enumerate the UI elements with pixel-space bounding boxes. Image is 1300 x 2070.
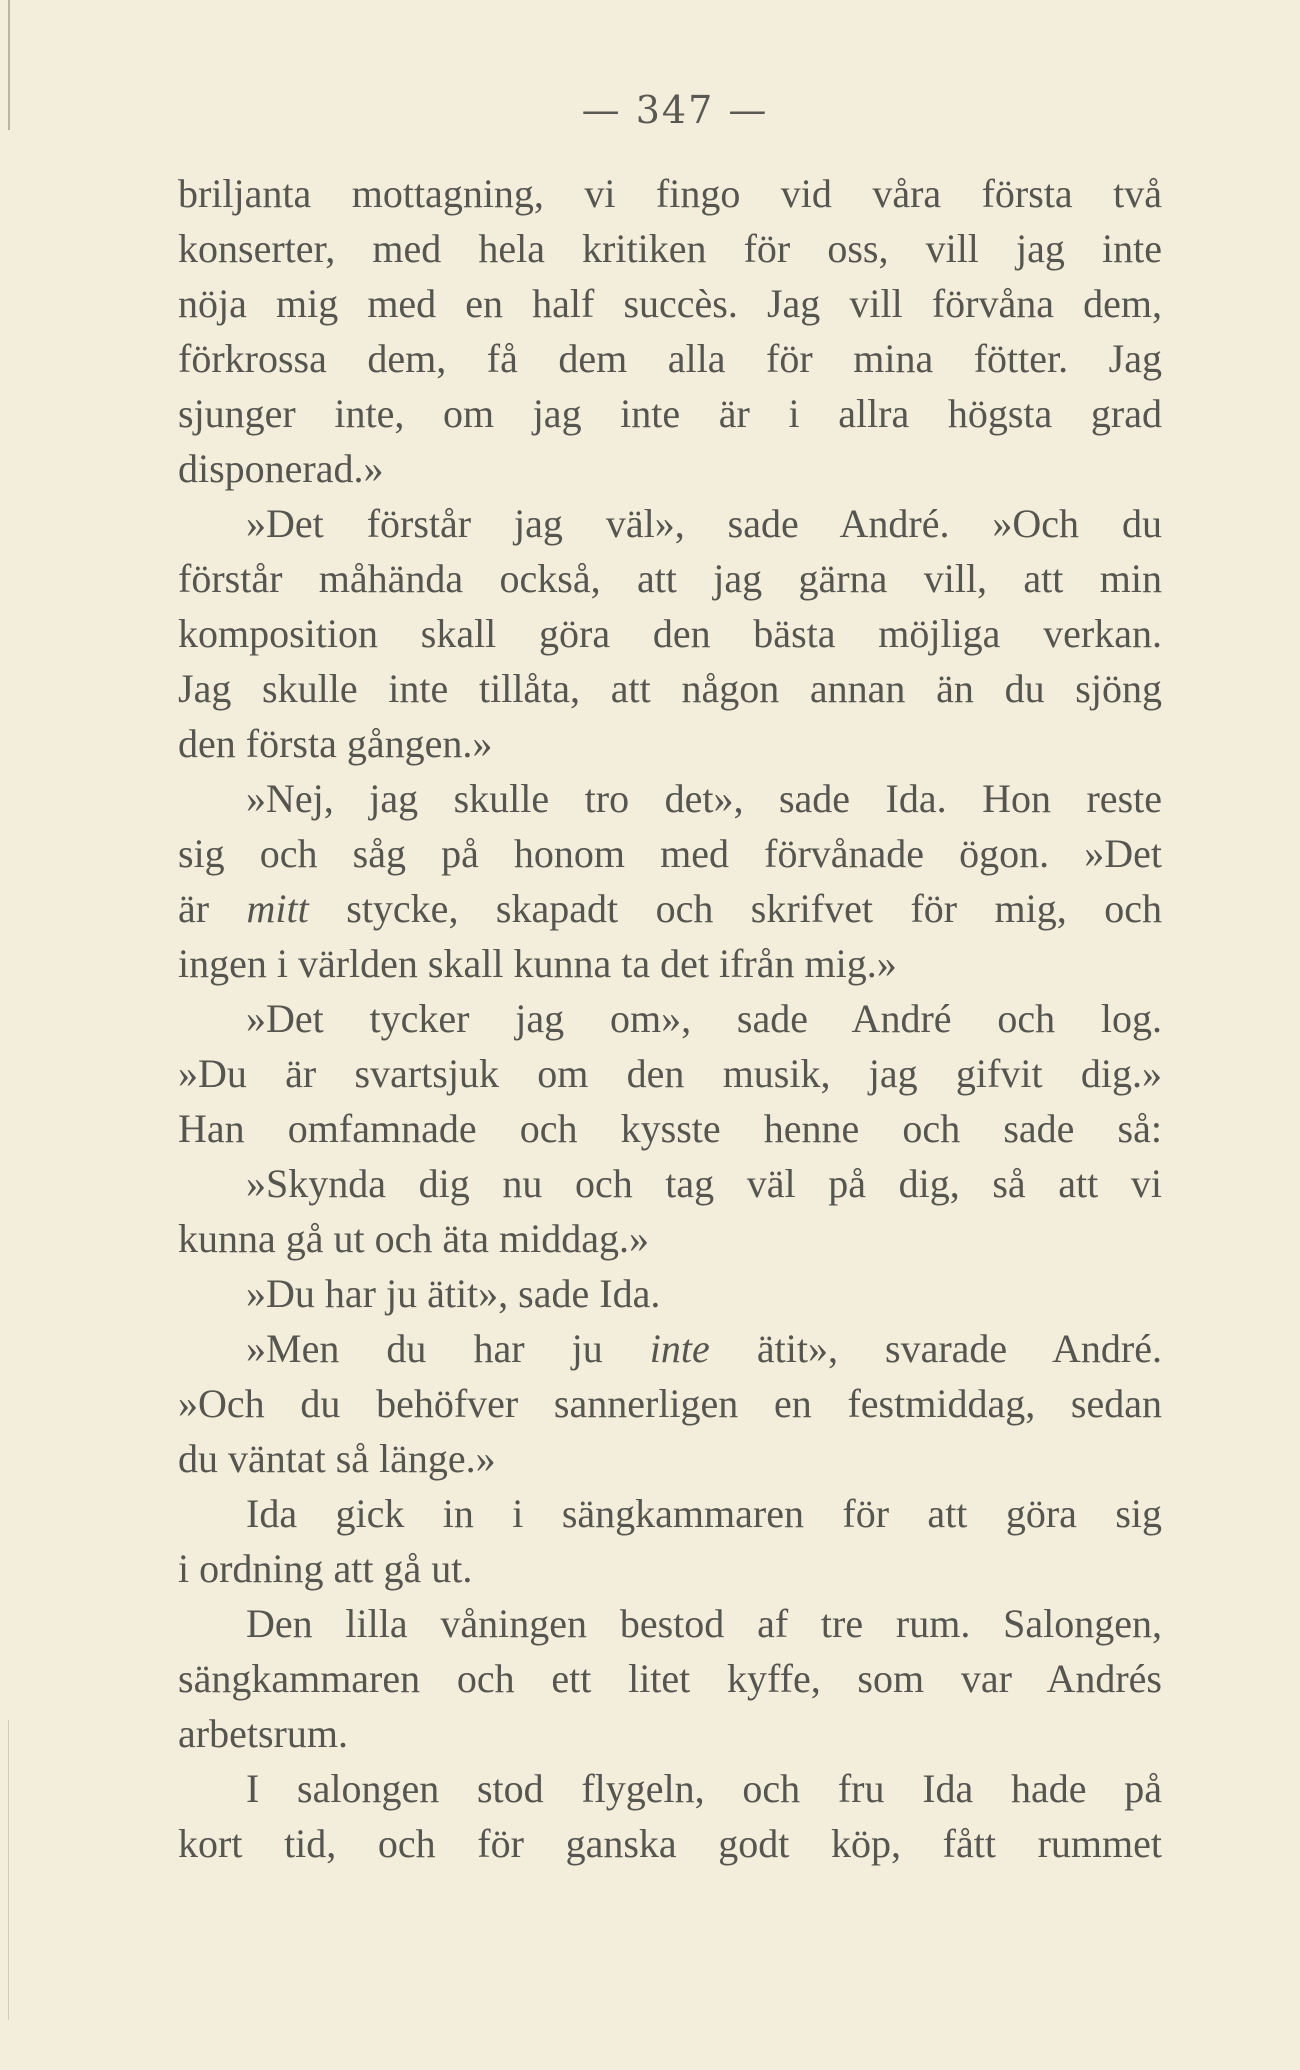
text-line <box>178 881 1162 936</box>
text-segment: »Men du har ju <box>246 1326 650 1371</box>
text-line: sjunger inte, om jag inte är i allra högsta grad <box>178 391 1162 436</box>
text-line: den första gången.» <box>178 721 493 766</box>
page-number: — 347 — <box>581 88 769 132</box>
text-line: konserter, med hela kritiken för oss, vill jag inte <box>178 226 1162 271</box>
text-line: komposition skall göra den bästa möjliga verkan. <box>178 611 1162 656</box>
text-line: arbetsrum. <box>178 1711 348 1756</box>
text-line: »Du är svartsjuk om den musik, jag gifvit dig.» <box>178 1051 1162 1096</box>
text-line: sängkammaren och ett litet kyffe, som var Andrés <box>178 1656 1162 1701</box>
text-line: du väntat så länge.» <box>178 1436 496 1481</box>
page-edge-shadow-lower <box>8 1720 9 2020</box>
text-line: nöja mig med en half succès. Jag vill förvåna dem, <box>178 281 1162 326</box>
emphasized-word: inte <box>649 1326 710 1371</box>
text-line: i ordning att gå ut. <box>178 1546 473 1591</box>
text-line: kunna gå ut och äta middag.» <box>178 1216 649 1261</box>
text-line: Han omfamnade och kysste henne och sade så: <box>178 1106 1162 1151</box>
text-line: sig och såg på honom med förvånade ögon. »Det <box>178 831 1162 876</box>
text-line: briljanta mottagning, vi fingo vid våra första två <box>178 171 1162 216</box>
text-line: kort tid, och för ganska godt köp, fått rummet <box>178 1821 1162 1866</box>
text-line: Den lilla våningen bestod af tre rum. Salongen, <box>246 1601 1162 1646</box>
text-line: »Skynda dig nu och tag väl på dig, så att vi <box>246 1161 1162 1206</box>
text-segment: är <box>178 886 247 931</box>
text-line: »Och du behöfver sannerligen en festmiddag, sedan <box>178 1381 1162 1426</box>
text-line: Ida gick in i sängkammaren för att göra sig <box>246 1491 1162 1536</box>
text-line: I salongen stod flygeln, och fru Ida hade på <box>246 1766 1162 1811</box>
text-line: ingen i världen skall kunna ta det ifrån mig.» <box>178 941 897 986</box>
text-line: »Det förstår jag väl», sade André. »Och du <box>246 501 1162 546</box>
text-segment: ätit», svarade André. <box>709 1326 1162 1371</box>
text-line: Jag skulle inte tillåta, att någon annan än du sjöng <box>178 666 1162 711</box>
text-segment: stycke, skapadt och skrifvet för mig, och <box>308 886 1162 931</box>
emphasized-word: mitt <box>246 886 309 931</box>
text-line: förstår måhända också, att jag gärna vill, att min <box>178 556 1162 601</box>
body-text <box>178 166 1162 1871</box>
text-line: förkrossa dem, få dem alla för mina fötter. Jag <box>178 336 1162 381</box>
text-line <box>178 1321 1162 1376</box>
text-line: »Nej, jag skulle tro det», sade Ida. Hon reste <box>246 776 1162 821</box>
text-line: »Du har ju ätit», sade Ida. <box>246 1271 661 1316</box>
text-line: disponerad.» <box>178 446 384 491</box>
text-line: »Det tycker jag om», sade André och log. <box>246 996 1162 1041</box>
